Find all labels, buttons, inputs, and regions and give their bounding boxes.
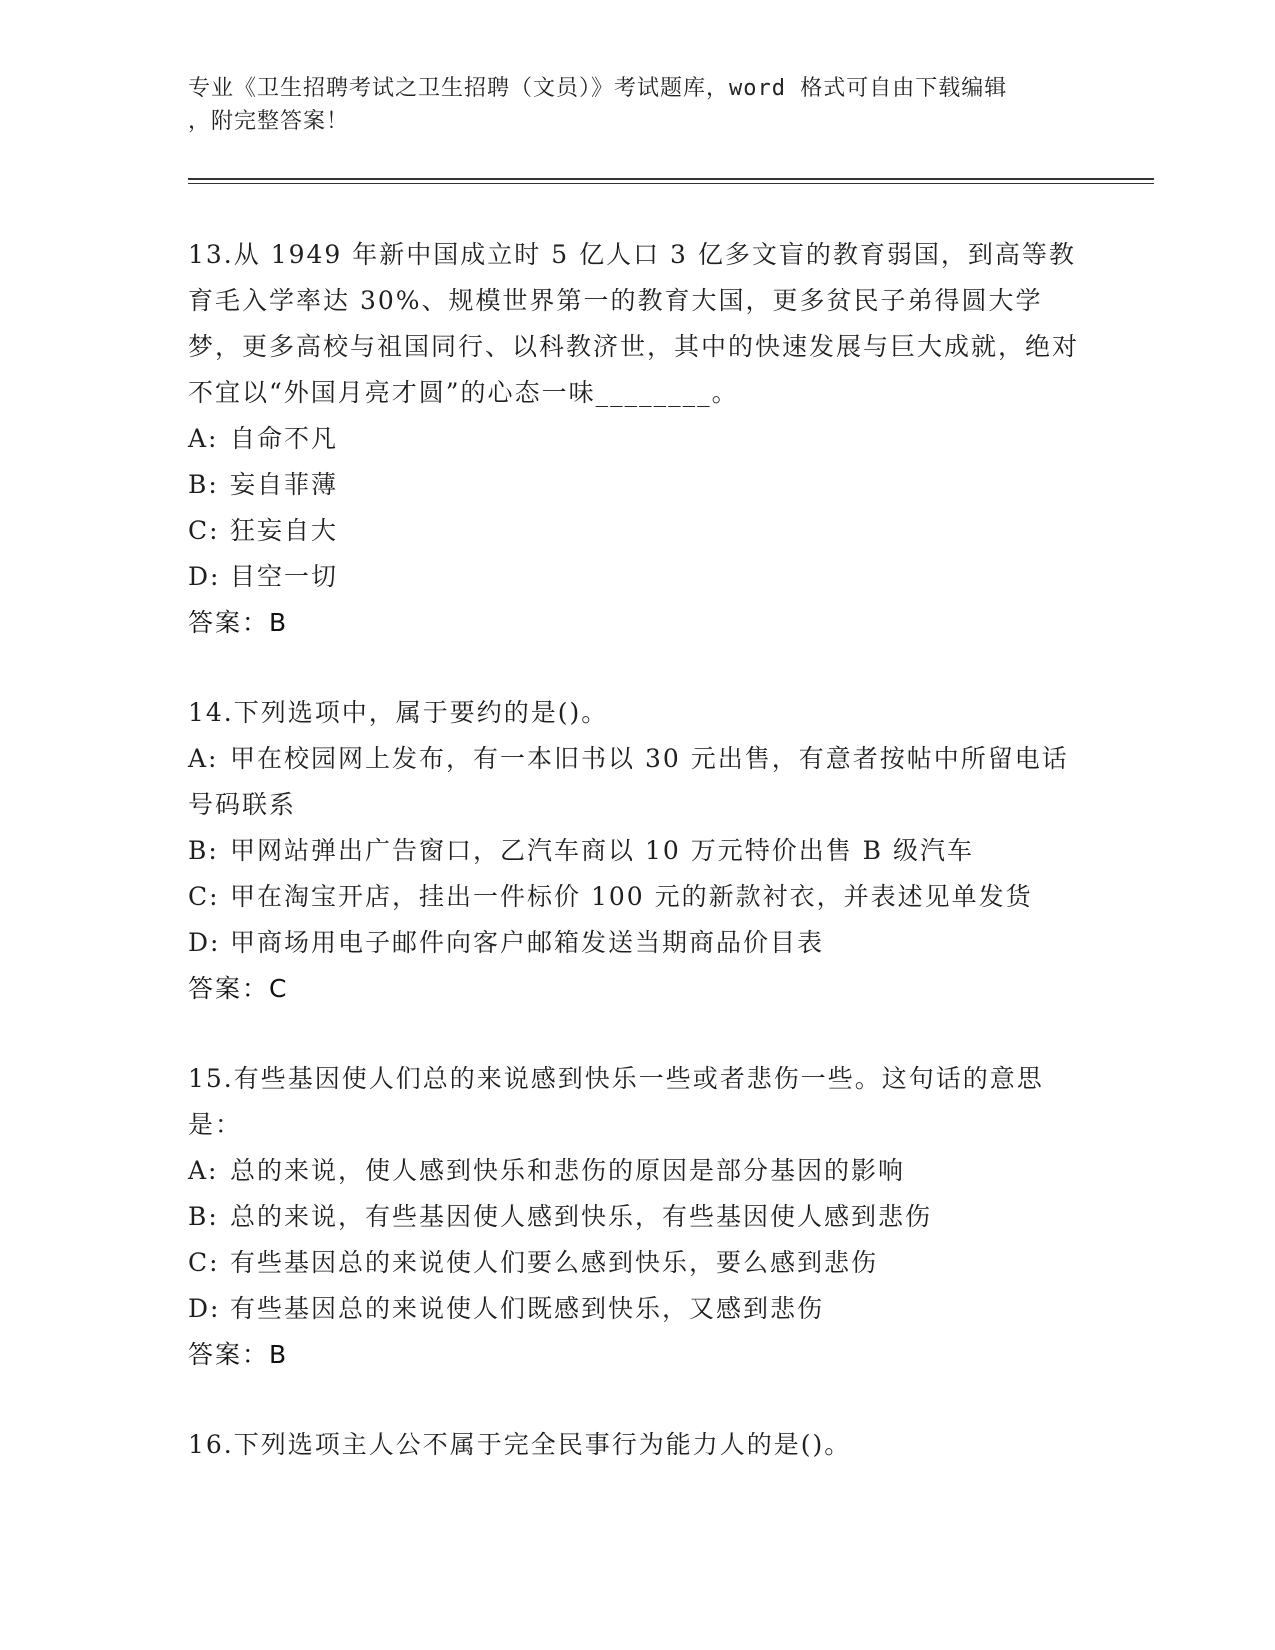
option-d	[188, 920, 1088, 966]
option-text: 甲商场用电子邮件向客户邮箱发送当期商品价目表	[230, 928, 825, 957]
header-line-2: ，附完整答案！	[188, 109, 350, 134]
option-c	[188, 1240, 1088, 1286]
option-label: B:	[188, 1202, 219, 1231]
option-label: A:	[188, 744, 219, 773]
question-15	[188, 1056, 1088, 1378]
question-13	[188, 232, 1088, 646]
header-divider-thin	[188, 183, 1154, 184]
option-text: 自命不凡	[230, 424, 339, 453]
question-stem: 15.有些基因使人们总的来说感到快乐一些或者悲伤一些。这句话的意思是：	[188, 1064, 1044, 1139]
option-text: 总的来说，有些基因使人感到快乐，有些基因使人感到悲伤	[230, 1202, 933, 1231]
option-b	[188, 1194, 1088, 1240]
question-stem: 16.下列选项主人公不属于完全民事行为能力人的是()。	[188, 1430, 852, 1459]
option-label: C:	[188, 882, 220, 911]
question-14	[188, 690, 1088, 1012]
option-b	[188, 462, 1088, 508]
option-label: D:	[188, 562, 221, 591]
question-list	[188, 232, 1088, 1512]
option-label: A:	[188, 1156, 219, 1185]
answer-line: 答案：B	[188, 1340, 289, 1369]
document-header	[188, 72, 1088, 138]
option-text: 妄自菲薄	[230, 470, 339, 499]
option-a	[188, 736, 1088, 828]
option-a	[188, 416, 1088, 462]
question-stem: 13.从 1949 年新中国成立时 5 亿人口 3 亿多文盲的教育弱国，到高等教育毛入学率达 30%、规模世界第一的教育大国，更多贫民子弟得圆大学梦，更多高校与祖国同行、以科教济世，其中的快速发展与巨大成就，绝对不宜以“外国月亮才圆”的心态一味________。	[188, 240, 1080, 407]
option-text: 狂妄自大	[230, 516, 339, 545]
option-text: 甲在校园网上发布，有一本旧书以 30 元出售，有意者按帖中所留电话号码联系	[188, 744, 1069, 819]
option-label: A:	[188, 424, 219, 453]
answer-line: 答案：B	[188, 608, 289, 637]
option-text: 甲在淘宝开店，挂出一件标价 100 元的新款衬衣，并表述见单发货	[230, 882, 1033, 911]
option-label: D:	[188, 928, 221, 957]
option-c	[188, 874, 1088, 920]
option-text: 甲网站弹出广告窗口，乙汽车商以 10 万元特价出售 B 级汽车	[230, 836, 974, 865]
option-b	[188, 828, 1088, 874]
answer-line: 答案：C	[188, 974, 289, 1003]
option-label: C:	[188, 516, 220, 545]
option-label: B:	[188, 836, 219, 865]
option-label: C:	[188, 1248, 220, 1277]
option-a	[188, 1148, 1088, 1194]
question-stem: 14.下列选项中，属于要约的是()。	[188, 698, 609, 727]
option-text: 有些基因总的来说使人们既感到快乐，又感到悲伤	[230, 1294, 825, 1323]
option-text: 有些基因总的来说使人们要么感到快乐，要么感到悲伤	[230, 1248, 879, 1277]
option-text: 目空一切	[230, 562, 339, 591]
option-label: D:	[188, 1294, 221, 1323]
header-divider-thick	[188, 178, 1154, 180]
option-d	[188, 554, 1088, 600]
option-label: B:	[188, 470, 219, 499]
header-line-1: 专业《卫生招聘考试之卫生招聘（文员）》考试题库，word 格式可自由下载编辑	[188, 76, 1008, 101]
option-text: 总的来说，使人感到快乐和悲伤的原因是部分基因的影响	[230, 1156, 906, 1185]
option-d	[188, 1286, 1088, 1332]
option-c	[188, 508, 1088, 554]
question-16	[188, 1422, 1088, 1468]
